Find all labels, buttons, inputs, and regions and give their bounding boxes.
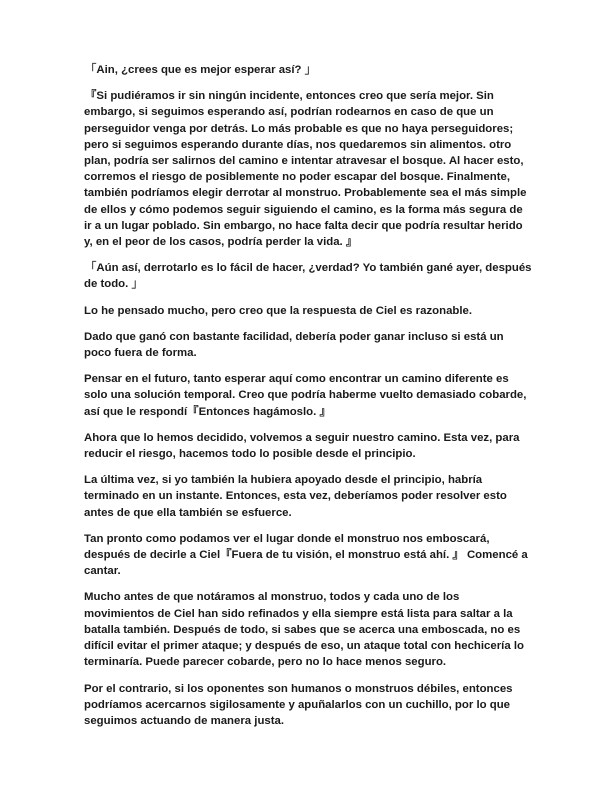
paragraph-5: Dado que ganó con bastante facilidad, debería poder ganar incluso si está un poco fuera de forma. xyxy=(84,330,504,360)
paragraph-10: Mucho antes de que notáramos al monstruo, todos y cada uno de los movimientos de Ciel han sido refinados y ella siempre está lista para saltar a la batalla también. Después de todo, si sabes que se acerca una emboscada, no es difícil evitar el primer ataque; y después de eso, un ataque total con hechicería lo terminaría. Puede parecer cobarde, pero no lo hace menos seguro. xyxy=(84,591,524,669)
paragraph-8: La última vez, si yo también la hubiera apoyado desde el principio, habría terminado en un instante. Entonces, esta vez, deberíamos poder resolver esto antes de que ella también se esfuerce. xyxy=(84,474,507,519)
paragraph-3: 「Aún así, derrotarlo es lo fácil de hacer, ¿verdad? Yo también gané ayer, después de todo. 」 xyxy=(84,262,532,291)
paragraph-9: Tan pronto como podamos ver el lugar donde el monstruo nos emboscará, después de decirle a Ciel『Fuera de tu visión, el monstruo está ahí. 』 Comencé a cantar. xyxy=(84,532,528,578)
paragraph-11: Por el contrario, si los oponentes son humanos o monstruos débiles, entonces podríamos acercarnos sigilosamente y apuñalarlos con un cuchillo, por lo que seguimos actuando de manera justa. xyxy=(84,682,513,727)
paragraph-1: 「Ain, ¿crees que es mejor esperar así? 」 xyxy=(85,64,317,76)
paragraph-2: 『Si pudiéramos ir sin ningún incidente, entonces creo que sería mejor. Sin embargo, si seguimos esperando así, podrían rodearnos en caso de que un perseguidor venga por detrás. Lo más probable es que no haya perseguidores; pero si seguimos esperando durante días, nos quedaremos sin alimentos. otro plan, podría ser salirnos del camino e intentar atravesar el bosque. Al hacer esto, corremos el riesgo de posiblemente no poder escapar del bosque. Finalmente, también podríamos elegir derrotar al monstruo. Probablemente sea el más simple de ellos y cómo podemos seguir siguiendo el camino, es la forma más segura de ir a un lugar poblado. Sin embargo, no hace falta decir que podría resultar herido y, en el peor de los casos, podría perder la vida. 』 xyxy=(84,90,527,249)
paragraph-4: Lo he pensado mucho, pero creo que la respuesta de Ciel es razonable. xyxy=(84,304,473,317)
paragraph-6: Pensar en el futuro, tanto esperar aquí como encontrar un camino diferente es solo una solución temporal. Creo que podría haberme vuelto demasiado cobarde, así que le respondí『Entonces hagámoslo. 』 xyxy=(84,373,527,418)
paragraph-7: Ahora que lo hemos decidido, volvemos a seguir nuestro camino. Esta vez, para reducir el riesgo, hacemos todo lo posible desde el principio. xyxy=(84,431,520,461)
document-page xyxy=(84,62,532,739)
